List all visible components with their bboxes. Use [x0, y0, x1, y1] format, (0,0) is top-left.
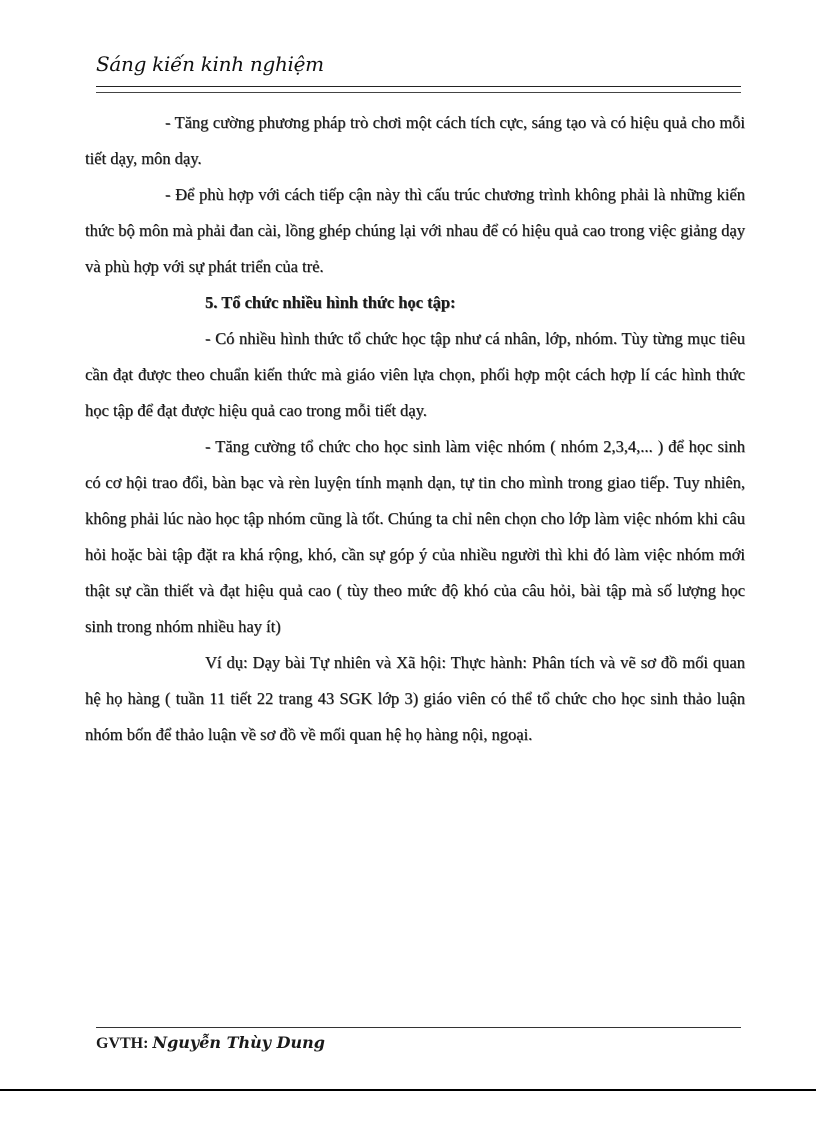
footer-label: GVTH: [96, 1035, 149, 1052]
header-rule-secondary [96, 92, 741, 93]
paragraph-example: Ví dụ: Dạy bài Tự nhiên và Xã hội: Thực hành: Phân tích và vẽ sơ đồ mối quan hệ họ hàng ( tuần 11 tiết 22 trang 43 SGK lớp 3) giáo viên có thể tổ chức cho học sinh thảo luận nhóm bốn để thảo luận về sơ đồ về mối quan hệ họ hàng nội, ngoại. [85, 653, 745, 744]
footer-rule [96, 1027, 741, 1028]
page-bottom-rule [0, 1089, 816, 1091]
paragraph-game-method: - Tăng cường phương pháp trò chơi một cách tích cực, sáng tạo và có hiệu quả cho mỗi tiết dạy, môn dạy. [85, 113, 745, 168]
section-heading: 5. Tổ chức nhiều hình thức học tập: [205, 293, 456, 312]
paragraph-learning-forms: - Có nhiều hình thức tổ chức học tập như cá nhân, lớp, nhóm. Tùy từng mục tiêu cần đạt được theo chuẩn kiến thức mà giáo viên lựa chọn, phối hợp một cách hợp lí các hình thức học tập để đạt được hiệu quả cao trong mỗi tiết dạy. [85, 329, 745, 420]
paragraph-group-work: - Tăng cường tổ chức cho học sinh làm việc nhóm ( nhóm 2,3,4,... ) để học sinh có cơ hội trao đổi, bàn bạc và rèn luyện tính mạnh dạn, tự tin cho mình trong giao tiếp. Tuy nhiên, không phải lúc nào học tập nhóm cũng là tốt. Chúng ta chỉ nên chọn cho lớp làm việc nhóm khi câu hỏi hoặc bài tập đặt ra khá rộng, khó, cần sự góp ý của nhiều người thì khi đó làm việc nhóm mới thật sự cần thiết và đạt hiệu quả cao ( tùy theo mức độ khó của câu hỏi, bài tập mà số lượng học sinh trong nhóm nhiều hay ít) [85, 437, 745, 636]
footer-author: Nguyễn Thùy Dung [152, 1033, 325, 1052]
header-rule [96, 86, 741, 87]
paragraph-curriculum-structure: - Để phù hợp với cách tiếp cận này thì cấu trúc chương trình không phải là những kiến thức bộ môn mà phải đan cài, lồng ghép chúng lại với nhau để có hiệu quả cao trong việc giảng dạy và phù hợp với sự phát triển của trẻ. [85, 185, 745, 276]
document-body [85, 105, 745, 753]
footer [96, 1033, 325, 1053]
header-title: Sáng kiến kinh nghiệm [96, 52, 324, 76]
